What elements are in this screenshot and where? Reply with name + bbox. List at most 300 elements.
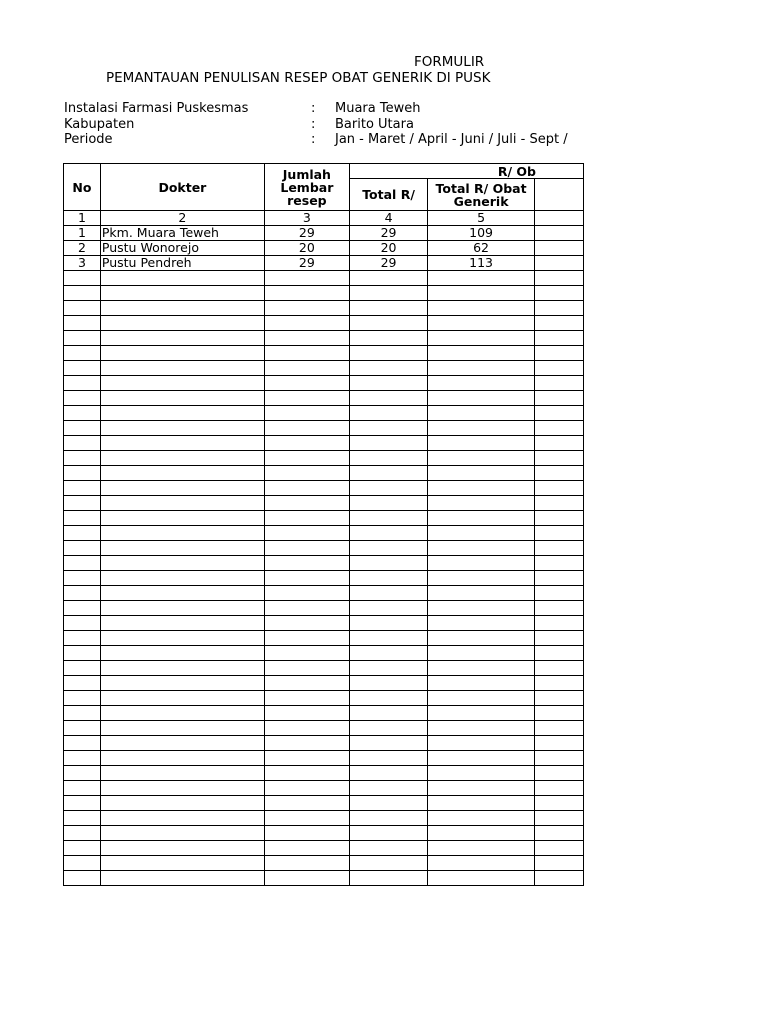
empty-cell	[100, 661, 264, 676]
empty-cell	[534, 706, 583, 721]
empty-cell	[264, 316, 349, 331]
empty-cell	[349, 766, 427, 781]
empty-cell	[100, 406, 264, 421]
table-cell	[534, 211, 583, 226]
cell-dokter: Pustu Pendreh	[100, 256, 264, 271]
empty-row	[64, 781, 584, 796]
empty-cell	[534, 691, 583, 706]
header-ro-group: R/ Ob	[349, 164, 583, 179]
empty-cell	[428, 496, 535, 511]
empty-cell	[534, 616, 583, 631]
empty-cell	[534, 466, 583, 481]
empty-cell	[264, 781, 349, 796]
empty-cell	[428, 661, 535, 676]
empty-cell	[349, 841, 427, 856]
empty-row	[64, 436, 584, 451]
empty-cell	[534, 436, 583, 451]
empty-cell	[64, 586, 101, 601]
empty-cell	[64, 706, 101, 721]
empty-cell	[349, 691, 427, 706]
empty-cell	[534, 841, 583, 856]
empty-row	[64, 451, 584, 466]
empty-row	[64, 766, 584, 781]
empty-row	[64, 271, 584, 286]
empty-cell	[100, 856, 264, 871]
empty-cell	[64, 571, 101, 586]
info-value-periode: Jan - Maret / April - Juni / Juli - Sept /	[335, 132, 568, 147]
empty-cell	[264, 496, 349, 511]
empty-cell	[264, 616, 349, 631]
empty-cell	[64, 751, 101, 766]
empty-cell	[534, 631, 583, 646]
empty-cell	[264, 511, 349, 526]
empty-cell	[349, 676, 427, 691]
empty-cell	[428, 391, 535, 406]
cell-total-generik: 113	[428, 256, 535, 271]
empty-cell	[349, 556, 427, 571]
empty-row	[64, 616, 584, 631]
empty-row	[64, 286, 584, 301]
empty-row	[64, 631, 584, 646]
empty-cell	[64, 331, 101, 346]
empty-cell	[64, 361, 101, 376]
empty-row	[64, 421, 584, 436]
empty-cell	[64, 661, 101, 676]
empty-row	[64, 361, 584, 376]
empty-row	[64, 346, 584, 361]
header-total-generik	[428, 179, 535, 211]
empty-cell	[100, 346, 264, 361]
empty-cell	[64, 796, 101, 811]
empty-row	[64, 871, 584, 886]
empty-cell	[100, 706, 264, 721]
empty-cell	[64, 286, 101, 301]
empty-cell	[349, 646, 427, 661]
info-colon: :	[311, 132, 316, 147]
empty-cell	[428, 556, 535, 571]
empty-row	[64, 856, 584, 871]
empty-cell	[264, 586, 349, 601]
header-jumlah-line: Jumlah	[282, 166, 331, 182]
empty-cell	[428, 811, 535, 826]
empty-row	[64, 556, 584, 571]
empty-cell	[534, 301, 583, 316]
empty-cell	[264, 466, 349, 481]
empty-cell	[428, 301, 535, 316]
empty-cell	[264, 571, 349, 586]
empty-cell	[264, 301, 349, 316]
empty-cell	[64, 601, 101, 616]
empty-row	[64, 661, 584, 676]
empty-cell	[264, 676, 349, 691]
cell-jumlah: 29	[264, 256, 349, 271]
empty-row	[64, 496, 584, 511]
empty-cell	[349, 586, 427, 601]
info-value-instalasi: Muara Teweh	[335, 101, 421, 116]
empty-cell	[100, 871, 264, 886]
empty-row	[64, 826, 584, 841]
empty-cell	[349, 571, 427, 586]
empty-cell	[534, 781, 583, 796]
empty-cell	[264, 706, 349, 721]
cell-dokter: Pustu Wonorejo	[100, 241, 264, 256]
empty-cell	[100, 316, 264, 331]
empty-cell	[264, 376, 349, 391]
empty-cell	[264, 631, 349, 646]
empty-cell	[428, 286, 535, 301]
empty-cell	[349, 541, 427, 556]
empty-cell	[428, 346, 535, 361]
empty-row	[64, 706, 584, 721]
empty-row	[64, 511, 584, 526]
empty-cell	[428, 271, 535, 286]
empty-cell	[349, 271, 427, 286]
empty-cell	[534, 391, 583, 406]
empty-cell	[349, 511, 427, 526]
empty-cell	[100, 676, 264, 691]
empty-cell	[349, 616, 427, 631]
empty-row	[64, 316, 584, 331]
empty-cell	[100, 286, 264, 301]
empty-cell	[428, 796, 535, 811]
empty-cell	[64, 781, 101, 796]
empty-cell	[534, 571, 583, 586]
empty-cell	[349, 436, 427, 451]
empty-cell	[349, 661, 427, 676]
empty-cell	[100, 736, 264, 751]
empty-cell	[64, 691, 101, 706]
empty-cell	[534, 676, 583, 691]
empty-cell	[100, 496, 264, 511]
header-cell	[534, 179, 583, 211]
empty-cell	[100, 601, 264, 616]
empty-cell	[264, 406, 349, 421]
info-label-instalasi: Instalasi Farmasi Puskesmas	[64, 101, 249, 116]
header-total-generik-line: Total R/ Obat	[435, 180, 527, 196]
empty-cell	[64, 841, 101, 856]
prescription-table	[63, 163, 584, 886]
empty-cell	[428, 511, 535, 526]
table-cell	[534, 241, 583, 256]
empty-cell	[349, 331, 427, 346]
empty-cell	[428, 376, 535, 391]
empty-row	[64, 721, 584, 736]
column-number: 1	[64, 211, 101, 226]
empty-cell	[428, 436, 535, 451]
empty-cell	[534, 331, 583, 346]
empty-cell	[64, 736, 101, 751]
empty-row	[64, 526, 584, 541]
empty-cell	[100, 541, 264, 556]
empty-cell	[264, 826, 349, 841]
empty-cell	[349, 811, 427, 826]
empty-row	[64, 676, 584, 691]
header-jumlah-line: Lembar	[280, 179, 334, 195]
empty-row	[64, 751, 584, 766]
empty-cell	[100, 721, 264, 736]
empty-cell	[349, 421, 427, 436]
empty-row	[64, 586, 584, 601]
empty-cell	[428, 451, 535, 466]
empty-cell	[64, 496, 101, 511]
empty-cell	[428, 736, 535, 751]
empty-cell	[64, 451, 101, 466]
form-subtitle: PEMANTAUAN PENULISAN RESEP OBAT GENERIK DI PUSK	[106, 70, 491, 86]
empty-cell	[534, 751, 583, 766]
empty-cell	[428, 631, 535, 646]
empty-cell	[100, 766, 264, 781]
empty-cell	[64, 406, 101, 421]
empty-row	[64, 811, 584, 826]
empty-cell	[534, 496, 583, 511]
empty-cell	[64, 436, 101, 451]
empty-cell	[428, 361, 535, 376]
empty-cell	[534, 856, 583, 871]
empty-cell	[349, 406, 427, 421]
table-row	[64, 241, 584, 256]
empty-cell	[64, 391, 101, 406]
empty-cell	[428, 616, 535, 631]
empty-cell	[100, 781, 264, 796]
empty-cell	[100, 451, 264, 466]
empty-cell	[100, 556, 264, 571]
empty-cell	[64, 466, 101, 481]
empty-cell	[349, 346, 427, 361]
empty-cell	[534, 871, 583, 886]
cell-jumlah: 29	[264, 226, 349, 241]
empty-cell	[428, 841, 535, 856]
empty-cell	[264, 721, 349, 736]
empty-cell	[264, 346, 349, 361]
cell-no: 1	[64, 226, 101, 241]
cell-total-r: 29	[349, 226, 427, 241]
empty-cell	[428, 826, 535, 841]
empty-cell	[349, 796, 427, 811]
empty-cell	[349, 631, 427, 646]
empty-cell	[100, 646, 264, 661]
cell-total-generik: 62	[428, 241, 535, 256]
empty-cell	[534, 511, 583, 526]
column-number: 3	[264, 211, 349, 226]
empty-cell	[534, 481, 583, 496]
empty-cell	[264, 751, 349, 766]
empty-cell	[428, 871, 535, 886]
empty-cell	[100, 616, 264, 631]
empty-cell	[428, 706, 535, 721]
empty-row	[64, 736, 584, 751]
empty-row	[64, 541, 584, 556]
cell-dokter: Pkm. Muara Teweh	[100, 226, 264, 241]
empty-row	[64, 301, 584, 316]
empty-cell	[534, 721, 583, 736]
empty-cell	[264, 556, 349, 571]
empty-cell	[534, 451, 583, 466]
empty-cell	[534, 346, 583, 361]
empty-cell	[264, 646, 349, 661]
empty-cell	[100, 331, 264, 346]
empty-cell	[100, 796, 264, 811]
empty-cell	[349, 496, 427, 511]
cell-no: 2	[64, 241, 101, 256]
empty-cell	[64, 526, 101, 541]
empty-cell	[534, 406, 583, 421]
empty-cell	[428, 466, 535, 481]
empty-cell	[264, 661, 349, 676]
empty-cell	[100, 301, 264, 316]
empty-cell	[428, 526, 535, 541]
column-number: 5	[428, 211, 535, 226]
empty-cell	[428, 481, 535, 496]
empty-cell	[264, 736, 349, 751]
empty-cell	[64, 616, 101, 631]
empty-cell	[349, 856, 427, 871]
empty-cell	[64, 646, 101, 661]
empty-cell	[534, 736, 583, 751]
empty-cell	[349, 601, 427, 616]
cell-total-r: 20	[349, 241, 427, 256]
empty-cell	[100, 481, 264, 496]
empty-cell	[428, 856, 535, 871]
info-colon: :	[311, 117, 316, 132]
form-title: FORMULIR	[414, 54, 485, 70]
empty-cell	[64, 556, 101, 571]
empty-cell	[64, 376, 101, 391]
empty-cell	[100, 586, 264, 601]
empty-cell	[64, 346, 101, 361]
empty-cell	[100, 826, 264, 841]
empty-cell	[100, 691, 264, 706]
empty-cell	[264, 286, 349, 301]
empty-row	[64, 466, 584, 481]
empty-cell	[428, 781, 535, 796]
empty-row	[64, 571, 584, 586]
table-cell	[534, 256, 583, 271]
empty-cell	[428, 751, 535, 766]
empty-cell	[349, 451, 427, 466]
empty-cell	[64, 811, 101, 826]
empty-cell	[428, 541, 535, 556]
empty-cell	[100, 841, 264, 856]
empty-cell	[349, 376, 427, 391]
empty-cell	[534, 661, 583, 676]
empty-cell	[349, 871, 427, 886]
empty-cell	[534, 601, 583, 616]
empty-cell	[349, 466, 427, 481]
empty-cell	[349, 286, 427, 301]
empty-cell	[64, 676, 101, 691]
empty-cell	[428, 421, 535, 436]
empty-row	[64, 691, 584, 706]
empty-cell	[534, 286, 583, 301]
empty-cell	[534, 421, 583, 436]
empty-cell	[264, 856, 349, 871]
table-row	[64, 226, 584, 241]
empty-cell	[64, 766, 101, 781]
empty-cell	[100, 361, 264, 376]
empty-cell	[534, 826, 583, 841]
empty-cell	[428, 766, 535, 781]
cell-no: 3	[64, 256, 101, 271]
empty-cell	[64, 316, 101, 331]
empty-cell	[428, 586, 535, 601]
header-no: No	[64, 164, 101, 211]
empty-cell	[264, 871, 349, 886]
empty-cell	[349, 481, 427, 496]
cell-total-r: 29	[349, 256, 427, 271]
empty-cell	[349, 526, 427, 541]
empty-cell	[64, 511, 101, 526]
empty-cell	[428, 406, 535, 421]
empty-cell	[264, 601, 349, 616]
empty-cell	[428, 721, 535, 736]
empty-cell	[64, 871, 101, 886]
empty-cell	[100, 391, 264, 406]
column-number: 2	[100, 211, 264, 226]
empty-cell	[349, 391, 427, 406]
header-dokter: Dokter	[100, 164, 264, 211]
info-colon: :	[311, 101, 316, 116]
empty-cell	[428, 646, 535, 661]
cell-total-generik: 109	[428, 226, 535, 241]
empty-cell	[64, 421, 101, 436]
empty-cell	[534, 556, 583, 571]
empty-cell	[264, 841, 349, 856]
header-total-r: Total R/	[349, 179, 427, 211]
empty-cell	[349, 301, 427, 316]
empty-cell	[100, 631, 264, 646]
empty-cell	[264, 541, 349, 556]
empty-row	[64, 391, 584, 406]
empty-cell	[428, 601, 535, 616]
empty-cell	[534, 376, 583, 391]
empty-cell	[100, 526, 264, 541]
empty-cell	[534, 271, 583, 286]
empty-cell	[264, 481, 349, 496]
empty-cell	[349, 736, 427, 751]
empty-cell	[349, 751, 427, 766]
empty-cell	[534, 796, 583, 811]
empty-cell	[100, 811, 264, 826]
empty-cell	[349, 781, 427, 796]
empty-cell	[428, 571, 535, 586]
table-row	[64, 256, 584, 271]
empty-cell	[264, 691, 349, 706]
column-number: 4	[349, 211, 427, 226]
info-label-kabupaten: Kabupaten	[64, 117, 135, 132]
empty-cell	[100, 511, 264, 526]
empty-cell	[534, 526, 583, 541]
empty-cell	[534, 766, 583, 781]
empty-row	[64, 406, 584, 421]
empty-cell	[64, 481, 101, 496]
empty-cell	[264, 331, 349, 346]
empty-cell	[64, 271, 101, 286]
empty-cell	[100, 436, 264, 451]
empty-cell	[534, 586, 583, 601]
info-value-kabupaten: Barito Utara	[335, 117, 414, 132]
empty-cell	[349, 361, 427, 376]
empty-cell	[534, 316, 583, 331]
empty-row	[64, 376, 584, 391]
empty-cell	[64, 631, 101, 646]
empty-cell	[264, 766, 349, 781]
empty-cell	[100, 271, 264, 286]
empty-cell	[264, 811, 349, 826]
empty-cell	[264, 436, 349, 451]
column-number-row	[64, 211, 584, 226]
empty-cell	[264, 361, 349, 376]
empty-cell	[64, 856, 101, 871]
